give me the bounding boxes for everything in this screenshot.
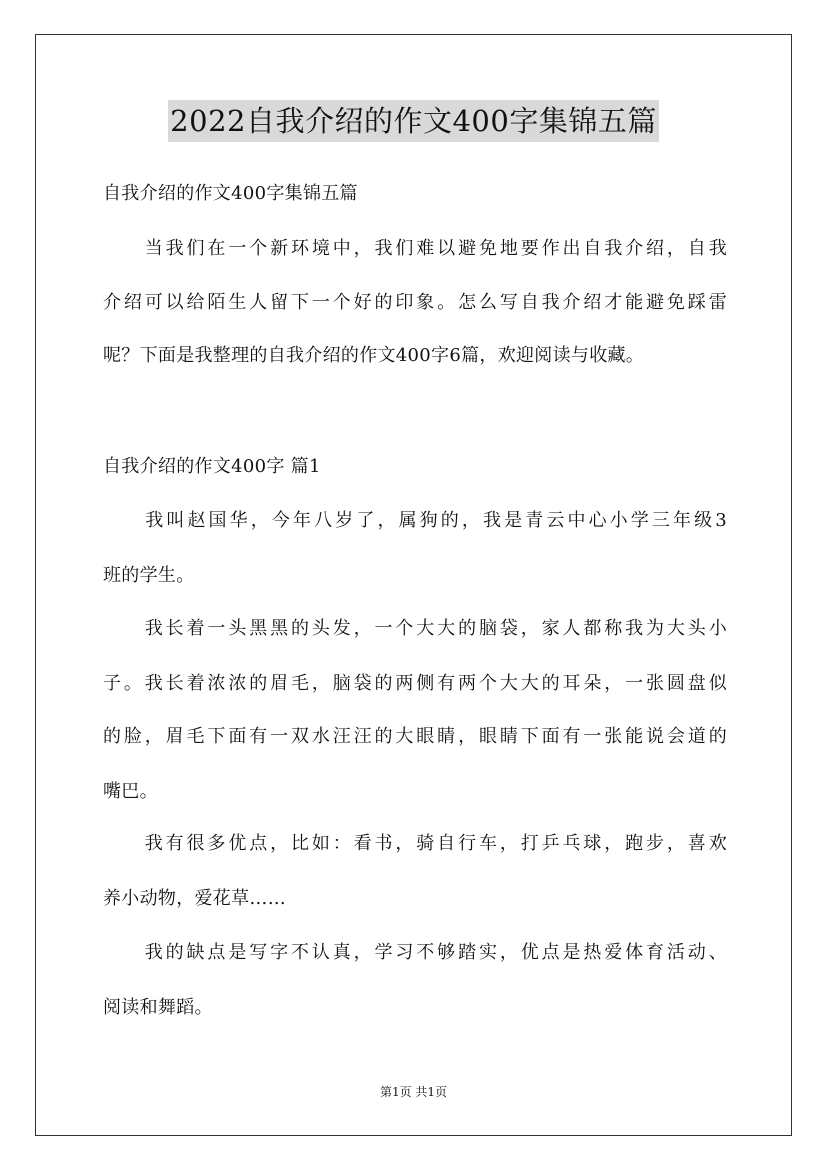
page-footer: 第1页 共1页	[379, 1085, 448, 1099]
title-container	[0, 100, 827, 142]
body-line-3: 我长着一头黑黑的头发，一个大大的脑袋，家人都称我为大头小	[103, 618, 727, 639]
body-line-7: 我有很多优点，比如：看书，骑自行车，打乒乓球，跑步，喜欢	[103, 833, 727, 854]
body-line-10: 阅读和舞蹈。	[103, 997, 213, 1018]
body-line-2: 班的学生。	[103, 565, 195, 586]
subtitle: 自我介绍的作文400字集锦五篇	[103, 183, 358, 204]
body-line-5: 的脸，眉毛下面有一双水汪汪的大眼睛，眼睛下面有一张能说会道的	[103, 726, 727, 747]
intro-line-3: 呢？下面是我整理的自我介绍的作文400字6篇，欢迎阅读与收藏。	[103, 345, 645, 366]
body-line-9: 我的缺点是写字不认真，学习不够踏实，优点是热爱体育活动、	[103, 942, 727, 963]
body-line-6: 嘴巴。	[103, 781, 158, 802]
section-heading: 自我介绍的作文400字 篇1	[103, 456, 321, 477]
intro-line-2: 介绍可以给陌生人留下一个好的印象。怎么写自我介绍才能避免踩雷	[103, 292, 727, 313]
intro-line-1: 当我们在一个新环境中，我们难以避免地要作出自我介绍，自我	[103, 238, 727, 259]
body-line-4: 子。我长着浓浓的眉毛，脑袋的两侧有两个大大的耳朵，一张圆盘似	[103, 673, 727, 694]
document-title: 2022自我介绍的作文400字集锦五篇	[168, 100, 659, 142]
body-line-1: 我叫赵国华，今年八岁了，属狗的，我是青云中心小学三年级3	[103, 510, 727, 531]
body-line-8: 养小动物，爱花草……	[103, 888, 286, 909]
